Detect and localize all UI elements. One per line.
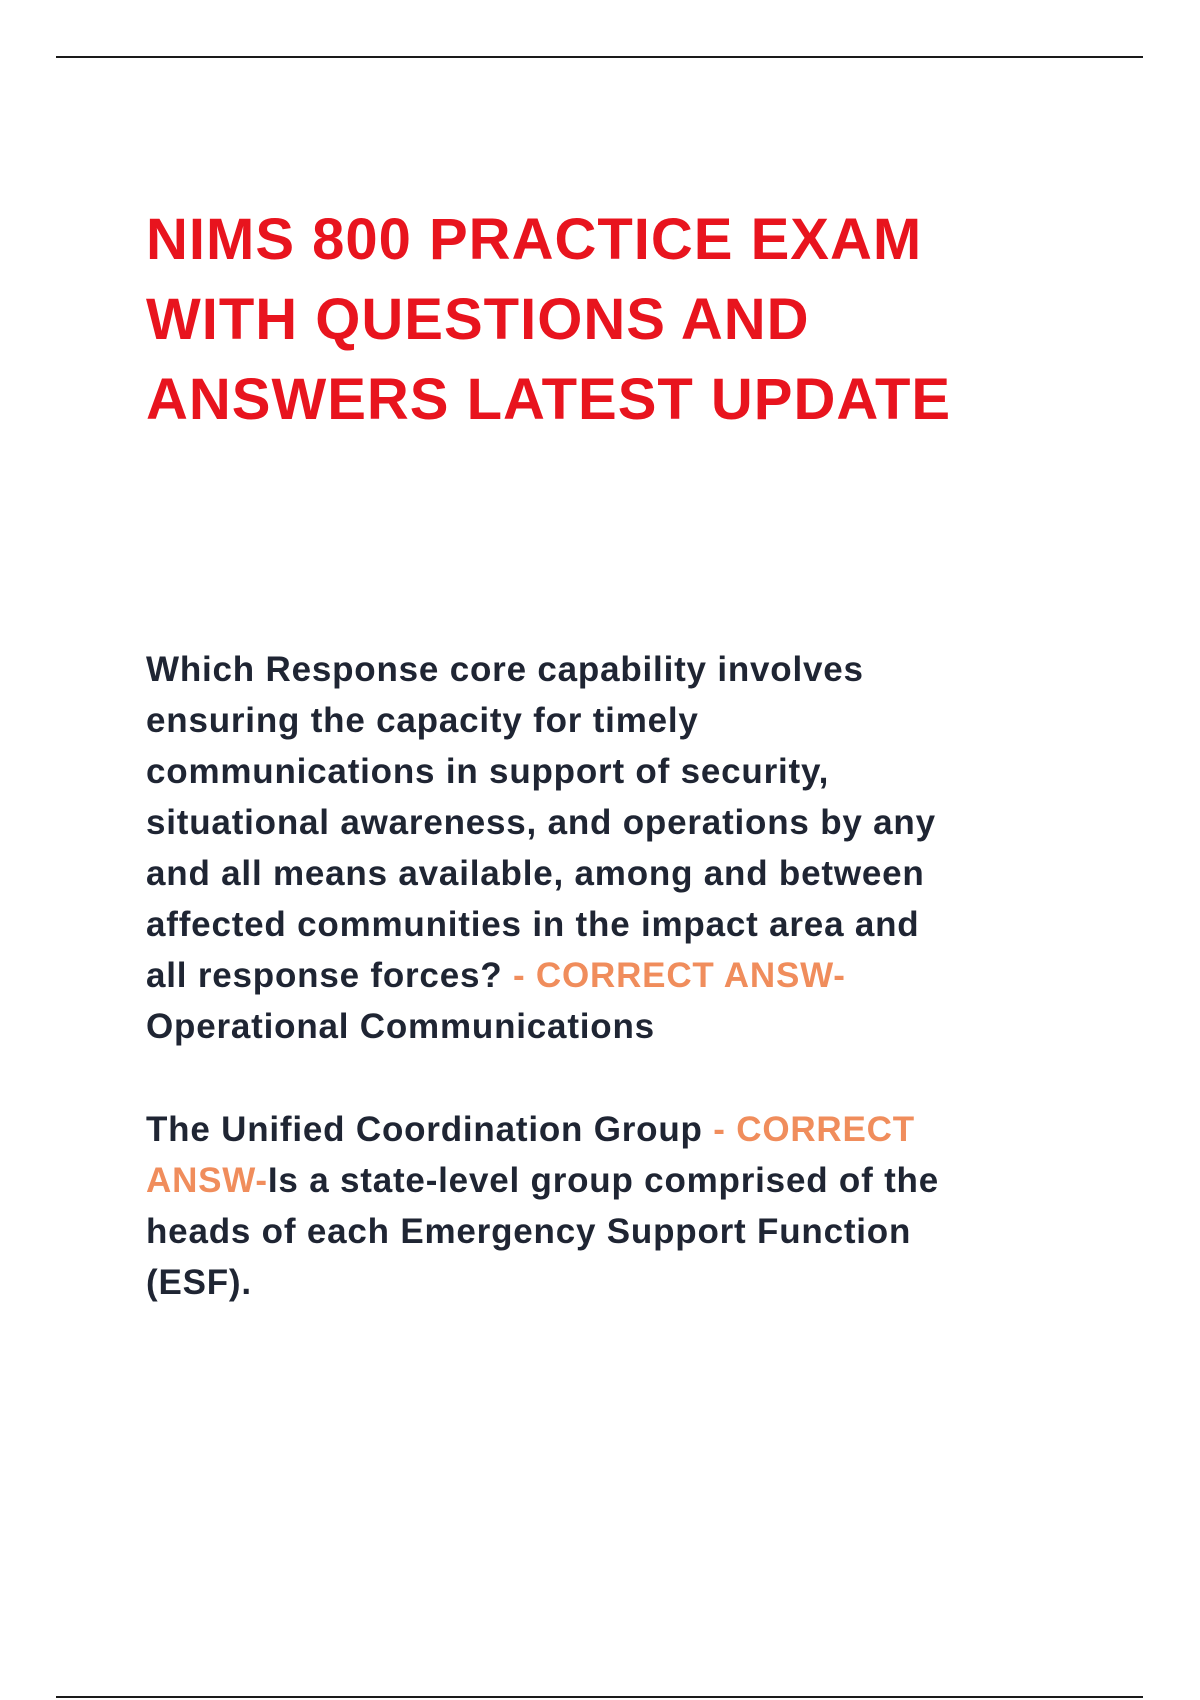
question-line: ensuring the capacity for timely: [146, 701, 699, 740]
answer-line: (ESF).: [146, 1263, 252, 1302]
title-line: WITH QUESTIONS AND: [146, 287, 810, 352]
question-line: [146, 1104, 1106, 1155]
bottom-rule: [56, 1696, 1143, 1698]
question-text: all response forces?: [146, 956, 503, 995]
document-title: [146, 200, 1106, 440]
question-line: Which Response core capability involves: [146, 650, 864, 689]
answer-line: heads of each Emergency Support Function: [146, 1212, 912, 1251]
question-line: affected communities in the impact area and: [146, 905, 920, 944]
correct-answer-marker: - CORRECT ANSW-: [502, 956, 846, 995]
answer-text: Is a state-level group comprised of the: [267, 1161, 939, 1200]
question-answer-1: [146, 644, 1106, 1052]
top-rule: [56, 56, 1143, 58]
question-line: and all means available, among and between: [146, 854, 925, 893]
question-text: The Unified Coordination Group: [146, 1110, 703, 1149]
question-line-last: [146, 950, 1106, 1001]
question-line: situational awareness, and operations by any: [146, 803, 936, 842]
correct-answer-marker: ANSW-: [146, 1161, 268, 1200]
correct-answer-marker: - CORRECT: [702, 1110, 915, 1149]
answer-text: Operational Communications: [146, 1007, 655, 1046]
question-line: communications in support of security,: [146, 752, 830, 791]
title-line: NIMS 800 PRACTICE EXAM: [146, 207, 923, 272]
title-line: ANSWERS LATEST UPDATE: [146, 367, 952, 432]
answer-line: [146, 1155, 1106, 1206]
question-answer-2: [146, 1104, 1106, 1308]
